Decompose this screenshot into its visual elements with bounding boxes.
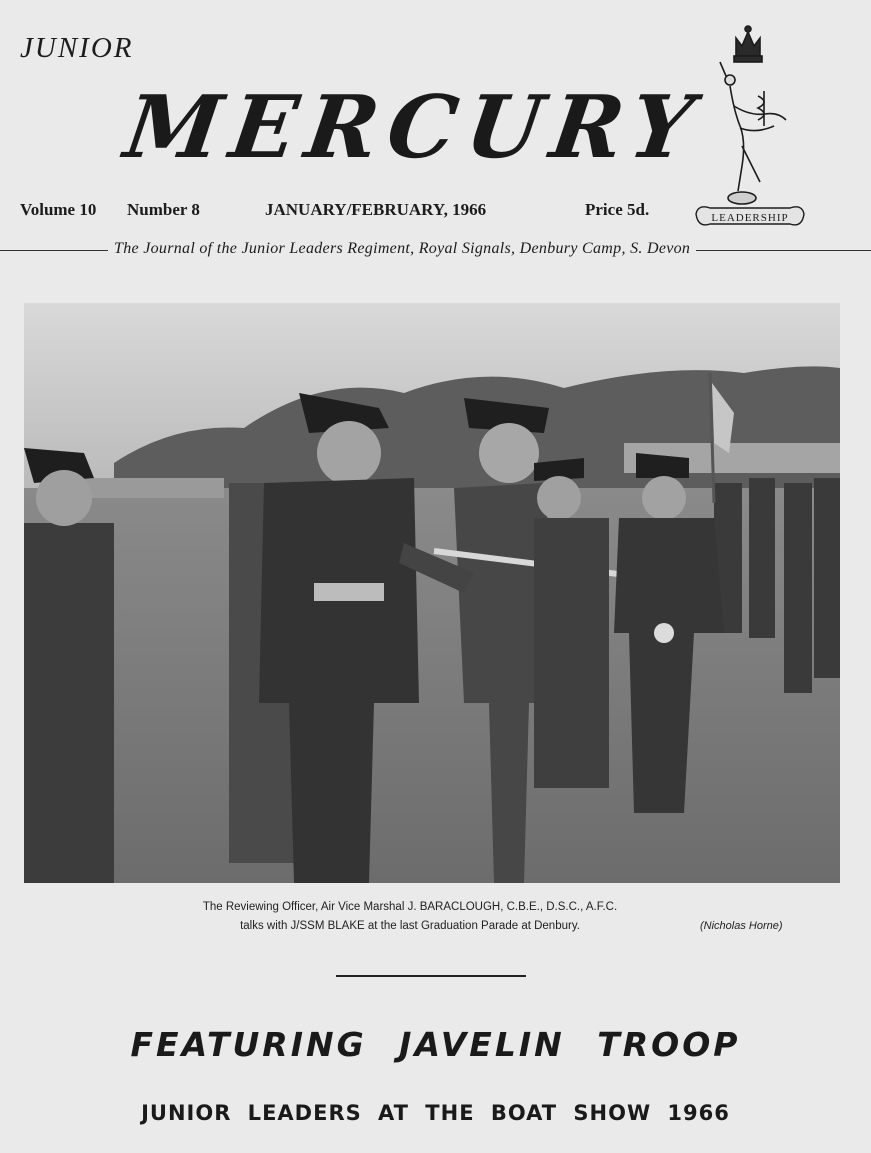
masthead-pre-title: JUNIOR <box>20 32 134 64</box>
photo-caption-line-2: talks with J/SSM BLAKE at the last Graduation Parade at Denbury. <box>240 920 580 932</box>
volume-label: Volume 10 <box>20 200 97 219</box>
issue-price: Price 5d. <box>585 200 650 219</box>
section-divider <box>336 975 526 977</box>
issue-date: JANUARY/FEBRUARY, 1966 <box>265 200 487 219</box>
feature-headline: FEATURING JAVELIN TROOP <box>130 1025 741 1064</box>
issue-number: Number 8 <box>127 200 200 219</box>
journal-subtitle: The Journal of the Junior Leaders Regiment, Royal Signals, Denbury Camp, S. Devon <box>108 240 696 258</box>
photo-caption <box>150 898 670 936</box>
masthead-title: MERCURY <box>118 77 710 178</box>
photo-credit: (Nicholas Horne) <box>700 920 783 932</box>
emblem-scroll-text: LEADERSHIP <box>711 212 789 224</box>
graduation-parade-photo <box>24 303 840 883</box>
photo-caption-line-1: The Reviewing Officer, Air Vice Marshal J. BARACLOUGH, C.B.E., D.S.C., A.F.C. <box>202 901 618 913</box>
royal-signals-emblem-icon <box>690 16 810 236</box>
feature-subheadline: JUNIOR LEADERS AT THE BOAT SHOW 1966 <box>141 1101 730 1125</box>
